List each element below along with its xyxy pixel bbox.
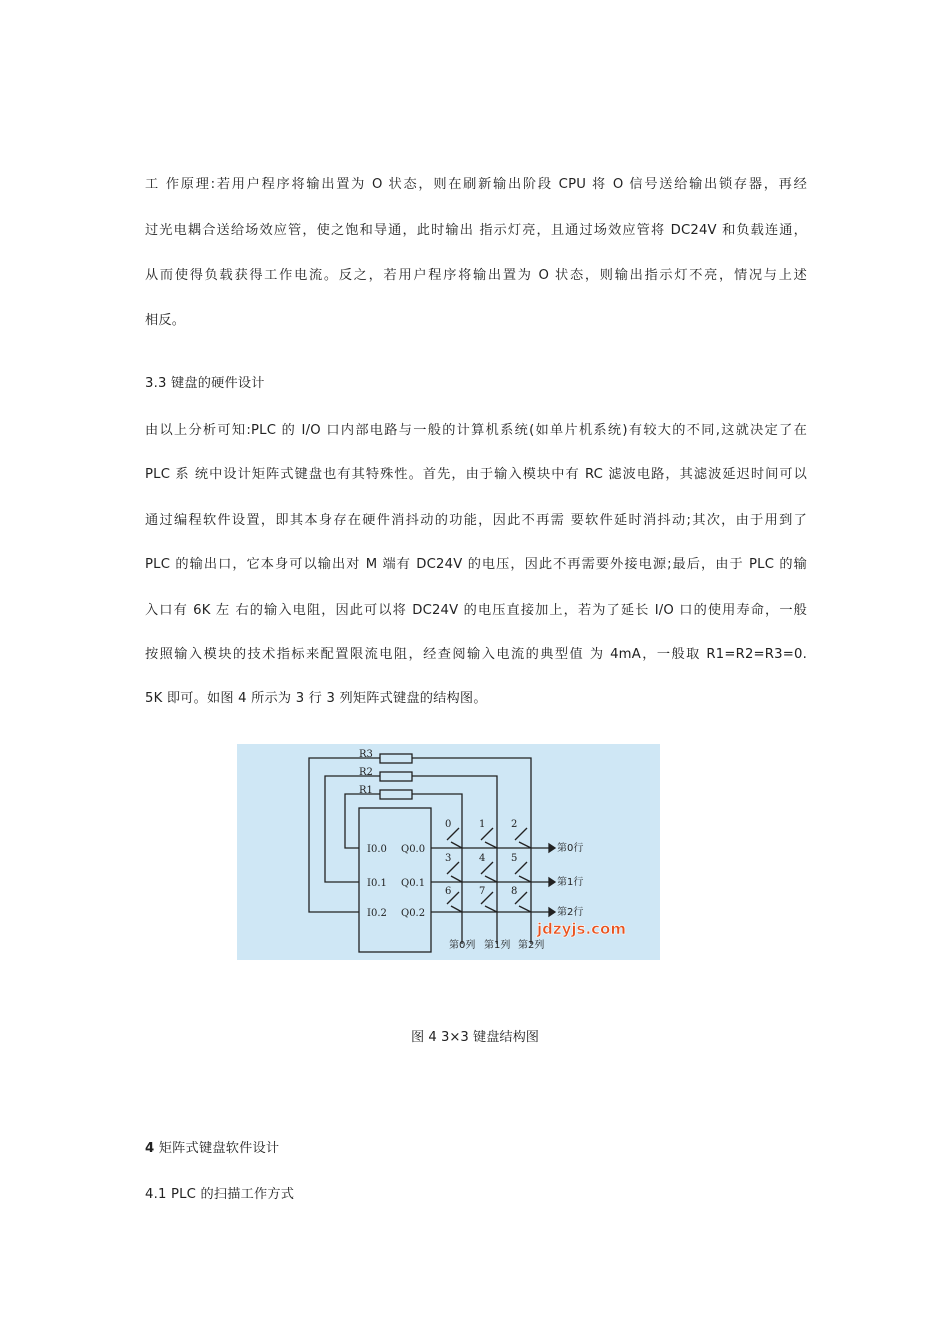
section-title: 矩阵式键盘软件设计 [154, 1141, 280, 1156]
text-line: 5K 即可。如图 4 所示为 3 行 3 列矩阵式键盘的结构图。 [145, 691, 487, 706]
row-2-arrow [549, 908, 555, 916]
text-line: 过光电耦合送给场效应管，使之饱和导通，此时输出 指示灯亮，且通过场效应管将 DC24V 和负载连通， [145, 223, 807, 238]
wire-r1-col0 [412, 794, 462, 944]
key-8: 8 [511, 886, 518, 897]
section-number: 4 [145, 1141, 155, 1156]
key-switches [447, 828, 531, 912]
row-2-label: 第2行 [557, 907, 584, 918]
section-heading-4 [145, 1139, 279, 1159]
row-0-arrow [549, 844, 555, 852]
text-line: 由以上分析可知:PLC 的 I/O 口内部电路与一般的计算机系统(如单片机系统)有较大的不同,这就决定了在 [145, 423, 807, 438]
row-0-label: 第0行 [557, 843, 584, 854]
label-i01: I0.1 [367, 878, 387, 889]
label-i02: I0.2 [367, 908, 387, 919]
text-line: 入口有 6K 左 右的输入电阻，因此可以将 DC24V 的电压直接加上，若为了延长 I/O 口的使用寿命，一般 [145, 603, 807, 618]
key-4: 4 [479, 853, 486, 864]
resistor-r3 [380, 754, 412, 763]
row-1-label: 第1行 [557, 877, 584, 888]
key-0: 0 [445, 819, 452, 830]
col-2-label: 第2列 [518, 940, 545, 951]
keyboard-matrix-figure [237, 744, 660, 960]
figure-caption: 图 4 3×3 键盘结构图 [411, 1030, 539, 1045]
label-q01: Q0.1 [401, 878, 426, 889]
wire-r3-col2 [412, 758, 531, 944]
text-line: PLC 系 统中设计矩阵式键盘也有其特殊性。首先，由于输入模块中有 RC 滤波电路，其滤波延迟时间可以 [145, 467, 807, 482]
text-line: 通过编程软件设置，即其本身存在硬件消抖动的功能，因此不再需 要软件延时消抖动;其次，由于用到了 [145, 513, 807, 528]
text-line: PLC 的输出口，它本身可以输出对 M 端有 DC24V 的电压，因此不再需要外接电源;最后，由于 PLC 的输 [145, 557, 807, 572]
text-line: 按照输入模块的技术指标来配置限流电阻，经查阅输入电流的典型值 为 4mA，一般取 R1=R2=R3=0. [145, 647, 807, 662]
col-1-label: 第1列 [484, 940, 511, 951]
keyboard-matrix-diagram [237, 744, 660, 960]
key-7: 7 [479, 886, 486, 897]
key-2: 2 [511, 819, 518, 830]
text-line: 相反。 [145, 313, 186, 328]
label-q02: Q0.2 [401, 908, 426, 919]
label-q00: Q0.0 [401, 844, 426, 855]
section-heading-3-3: 3.3 键盘的硬件设计 [145, 376, 265, 391]
text-line: 工 作原理:若用户程序将输出置为 O 状态，则在刷新输出阶段 CPU 将 O 信号送给输出锁存器，再经 [145, 177, 807, 192]
key-5: 5 [511, 853, 518, 864]
watermark-text: jdzyjs.com [537, 920, 626, 938]
key-6: 6 [445, 886, 452, 897]
col-0-label: 第0列 [449, 940, 476, 951]
resistor-r2 [380, 772, 412, 781]
text-line: 从而使得负载获得工作电流。反之，若用户程序将输出置为 O 状态，则输出指示灯不亮，情况与上述 [145, 268, 807, 283]
label-r1: R1 [359, 785, 373, 796]
section-heading-4-1: 4.1 PLC 的扫描工作方式 [145, 1187, 295, 1202]
row-1-arrow [549, 878, 555, 886]
key-1: 1 [479, 819, 486, 830]
resistor-r1 [380, 790, 412, 799]
label-r3: R3 [359, 749, 373, 760]
key-3: 3 [445, 853, 452, 864]
label-i00: I0.0 [367, 844, 387, 855]
wire-r1-i00 [345, 794, 380, 848]
label-r2: R2 [359, 767, 373, 778]
